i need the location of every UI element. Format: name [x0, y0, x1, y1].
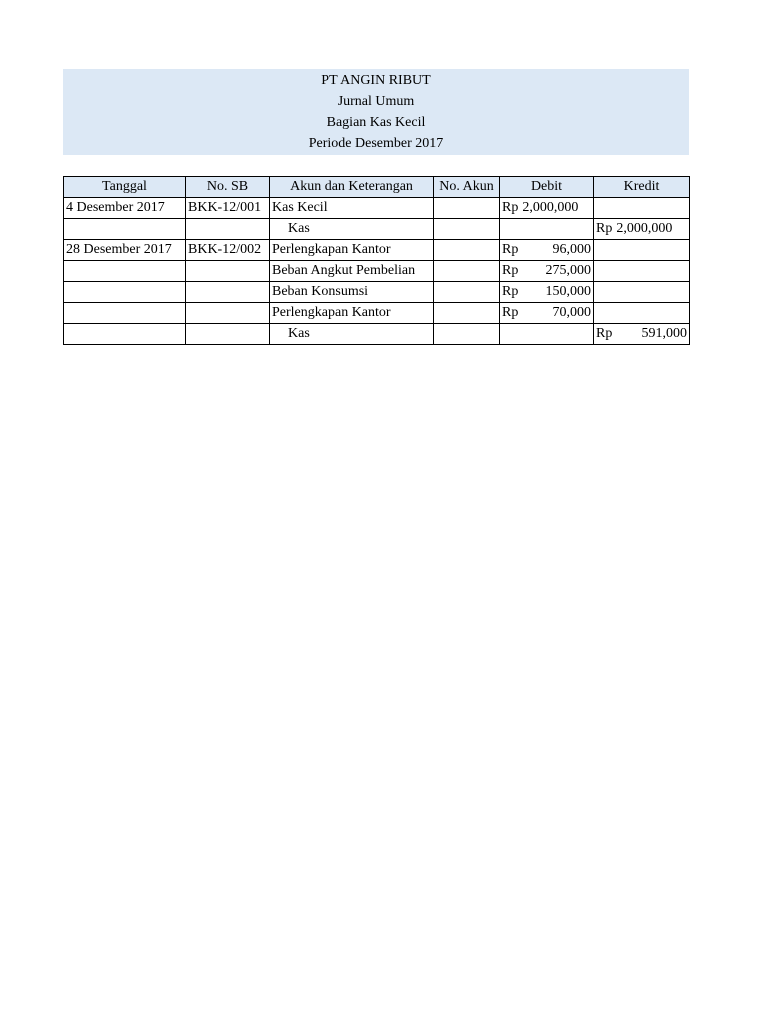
col-header-akun: Akun dan Keterangan	[270, 177, 434, 198]
cell-date	[64, 303, 186, 324]
cell-credit-value	[596, 324, 687, 344]
cell-ref	[186, 219, 270, 240]
col-header-no-sb: No. SB	[186, 177, 270, 198]
cell-account: Kas	[270, 324, 434, 345]
currency-symbol: Rp	[502, 242, 519, 257]
cell-debit-value	[502, 303, 591, 323]
cell-debit	[500, 198, 594, 219]
cell-debit	[500, 282, 594, 303]
col-header-no-akun: No. Akun	[434, 177, 500, 198]
cell-account-no	[434, 198, 500, 219]
journal-table	[63, 176, 690, 345]
cell-debit	[500, 324, 594, 345]
currency-symbol: Rp	[502, 284, 519, 299]
amount: 150,000	[545, 284, 591, 299]
cell-credit	[594, 261, 690, 282]
cell-account: Perlengkapan Kantor	[270, 303, 434, 324]
amount: 591,000	[641, 326, 687, 341]
cell-credit	[594, 240, 690, 261]
amount: 2,000,000	[522, 200, 579, 215]
journal-body	[64, 198, 690, 345]
cell-account: Beban Konsumsi	[270, 282, 434, 303]
amount: 2,000,000	[616, 221, 673, 236]
cell-debit-value	[502, 282, 591, 302]
amount: 70,000	[552, 305, 591, 320]
cell-credit	[594, 303, 690, 324]
cell-debit	[500, 261, 594, 282]
cell-debit-value	[502, 261, 591, 281]
cell-account: Kas Kecil	[270, 198, 434, 219]
table-row	[64, 261, 690, 282]
cell-date: 28 Desember 2017	[64, 240, 186, 261]
report-period: Periode Desember 2017	[308, 136, 444, 151]
cell-credit	[594, 324, 690, 345]
cell-account-no	[434, 282, 500, 303]
cell-account-no	[434, 324, 500, 345]
cell-account-no	[434, 240, 500, 261]
amount: 275,000	[545, 263, 591, 278]
cell-ref: BKK-12/002	[186, 240, 270, 261]
cell-ref	[186, 282, 270, 303]
col-header-kredit: Kredit	[594, 177, 690, 198]
cell-credit	[594, 219, 690, 240]
cell-debit	[500, 219, 594, 240]
table-row	[64, 219, 690, 240]
col-header-debit: Debit	[500, 177, 594, 198]
cell-date	[64, 219, 186, 240]
company-name: PT ANGIN RIBUT	[321, 73, 431, 88]
cell-debit	[500, 303, 594, 324]
cell-account-no	[434, 261, 500, 282]
report-header	[63, 69, 689, 155]
cell-credit-value	[596, 219, 687, 239]
table-row	[64, 282, 690, 303]
cell-date	[64, 324, 186, 345]
currency-symbol: Rp	[502, 200, 519, 215]
cell-debit	[500, 240, 594, 261]
col-header-tanggal: Tanggal	[64, 177, 186, 198]
table-row	[64, 198, 690, 219]
report-title: Jurnal Umum	[337, 94, 415, 109]
cell-account-no	[434, 219, 500, 240]
table-row	[64, 324, 690, 345]
table-row	[64, 240, 690, 261]
cell-ref	[186, 324, 270, 345]
cell-account-no	[434, 303, 500, 324]
cell-credit	[594, 282, 690, 303]
table-row	[64, 303, 690, 324]
cell-account: Kas	[270, 219, 434, 240]
cell-account: Perlengkapan Kantor	[270, 240, 434, 261]
cell-account: Beban Angkut Pembelian	[270, 261, 434, 282]
cell-date: 4 Desember 2017	[64, 198, 186, 219]
cell-ref	[186, 261, 270, 282]
report-subtitle: Bagian Kas Kecil	[326, 115, 426, 130]
currency-symbol: Rp	[596, 221, 613, 236]
currency-symbol: Rp	[596, 326, 613, 341]
amount: 96,000	[552, 242, 591, 257]
cell-date	[64, 282, 186, 303]
cell-credit	[594, 198, 690, 219]
cell-debit-value	[502, 198, 591, 218]
currency-symbol: Rp	[502, 263, 519, 278]
cell-debit-value	[502, 240, 591, 260]
currency-symbol: Rp	[502, 305, 519, 320]
cell-ref	[186, 303, 270, 324]
cell-ref: BKK-12/001	[186, 198, 270, 219]
table-header-row	[64, 177, 690, 198]
cell-date	[64, 261, 186, 282]
